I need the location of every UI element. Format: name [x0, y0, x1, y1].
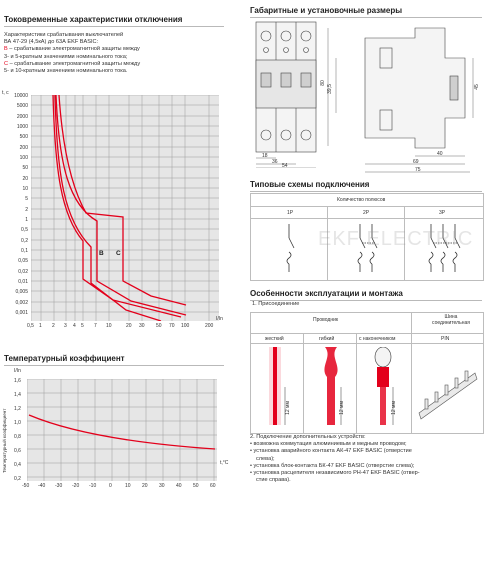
temp-x-tick: -10: [89, 483, 97, 489]
dim-18: 18: [262, 153, 268, 159]
feature-bullet-text: возможна коммутация алюминиевым и медным проводом;: [253, 441, 407, 448]
ferrule-wire-icon: [371, 347, 401, 427]
desc-line-5-text: – срабатывание электромагнитной защиты между: [8, 60, 141, 67]
col-pin: PIN: [441, 336, 450, 342]
desc-marker-b: B: [4, 46, 8, 53]
trip-x-tick: 7: [94, 323, 97, 329]
trip-y-tick: 5000: [16, 103, 28, 109]
trip-y-tick: 0,002: [15, 300, 28, 306]
trip-description: [4, 32, 140, 75]
dim-36: 36: [272, 159, 278, 165]
temp-title-rule: [4, 365, 224, 366]
scheme-1p-icon: [281, 224, 297, 274]
feature-bullet: • возможна коммутация алюминиевым и медным проводом;: [250, 441, 407, 448]
trip-y-tick: 0,005: [15, 289, 28, 295]
desc-line-4: 3- и 5-кратным значениями номинального тока;: [4, 53, 128, 60]
trip-y-tick: 20: [22, 176, 28, 182]
trip-y-tick: 2000: [16, 114, 28, 120]
temp-x-unit: t,°C: [220, 460, 229, 466]
dim-69: 69: [413, 159, 419, 165]
temp-y-tick: 1,2: [14, 406, 21, 412]
dim-80: 80: [319, 80, 326, 86]
temp-x-tick: -30: [55, 483, 63, 489]
desc-line-3: [4, 46, 140, 53]
trip-y-tick: 0,02: [18, 269, 28, 275]
temp-y-tick: 0,6: [14, 448, 21, 454]
trip-x-tick: 30: [139, 323, 145, 329]
mm-label-flexible: 12 мм: [338, 401, 345, 415]
temp-y-tick: 1,4: [14, 392, 21, 398]
schemes-header: Количество полюсов: [337, 197, 386, 203]
trip-y-tick: 100: [19, 155, 28, 161]
trip-x-tick: 5: [81, 323, 84, 329]
features-title: Особенности эксплуатации и монтажа: [250, 289, 403, 298]
temp-y-label-wrap: [2, 408, 10, 563]
trip-y-tick: 0,05: [18, 258, 28, 264]
trip-y-tick: 10: [22, 186, 28, 192]
trip-y-tick: 50: [22, 165, 28, 171]
temp-y-tick: 0,4: [14, 462, 21, 468]
trip-x-tick: 100: [181, 323, 190, 329]
schemes-title: Типовые схемы подключения: [250, 180, 370, 189]
trip-x-tick: 3: [64, 323, 67, 329]
dims-title: Габаритные и установочные размеры: [250, 6, 403, 15]
trip-y-tick: 0,01: [18, 279, 28, 285]
trip-x-unit: I/In: [216, 316, 223, 322]
trip-y-tick: 2: [25, 207, 28, 213]
busbar-header: Шина соединительная: [432, 314, 470, 326]
dim-39-5: 39,5: [326, 84, 333, 94]
conductor-header: Проводник: [313, 317, 339, 323]
temp-y-tick: 0,8: [14, 434, 21, 440]
trip-y-tick: 500: [19, 134, 28, 140]
side-view-drawing: [345, 18, 480, 178]
temp-y-tick: 1,0: [14, 420, 21, 426]
desc-line-6: 5- и 10-кратным значением номинального тока.: [4, 68, 128, 75]
desc-line-2: ВА 47-29 (4,5кА) до 63А EKF BASIC:: [4, 39, 99, 46]
temp-x-tick: 30: [159, 483, 165, 489]
temp-x-tick: 20: [142, 483, 148, 489]
temp-x-tick: -50: [22, 483, 30, 489]
watermark-text: EKF ELECTRIC: [318, 228, 474, 250]
curve-label-c: C: [116, 250, 121, 257]
trip-x-tick: 2: [52, 323, 55, 329]
dim-45: 45: [473, 84, 480, 90]
pole-1p: 1P: [287, 210, 294, 216]
feature-item-1: 1. Присоединение: [252, 301, 300, 307]
mm-label-ferrule: 12 мм: [390, 401, 397, 415]
pin-busbar-icon: [417, 353, 479, 423]
trip-x-tick: 10: [106, 323, 112, 329]
trip-chart: [0, 90, 230, 340]
col-flexible: гибкий: [319, 336, 335, 342]
temp-title: Температурный коэффициент: [4, 354, 125, 363]
trip-x-tick: 50: [156, 323, 162, 329]
temp-y-tick: 0,2: [14, 476, 21, 482]
temp-x-ticks: [24, 483, 224, 491]
temp-y-unit: I/In: [14, 368, 21, 374]
temp-x-tick: -40: [38, 483, 46, 489]
trip-y-tick: 0,001: [15, 310, 28, 316]
temp-x-tick: 60: [210, 483, 216, 489]
temp-chart-plot: [27, 379, 217, 481]
feature-bullet: • установка блок-контакта БК-47 EKF BASIC (отверстие слева);: [250, 462, 415, 469]
feature-bullet: • установка расцепителя независимого РН-47 EKF BASIC (отвер-: [250, 470, 420, 477]
trip-y-unit: t, с: [2, 90, 9, 96]
trip-title-rule: [4, 26, 224, 27]
connection-table: [250, 312, 484, 434]
pole-2p: 2P: [363, 210, 370, 216]
temp-x-tick: 40: [176, 483, 182, 489]
feature-bullet-cont: слева);: [256, 455, 275, 462]
dim-54: 54: [282, 163, 288, 168]
feature-item-2: 2. Подключение дополнительных устройств:: [250, 434, 366, 440]
trip-title: Токовременные характеристики отключения: [4, 15, 183, 24]
trip-y-tick: 10000: [14, 93, 28, 99]
feature-bullet-text: установка расцепителя независимого РН-47 EKF BASIC (отвер-: [253, 470, 420, 477]
trip-y-tick: 1000: [16, 124, 28, 130]
trip-y-tick: 0,1: [21, 248, 28, 254]
desc-line-5: [4, 61, 140, 68]
col-ferrule: с наконечником: [359, 336, 396, 342]
trip-x-tick: 20: [126, 323, 132, 329]
trip-x-tick: 4: [73, 323, 76, 329]
trip-y-ticks: [0, 90, 30, 330]
feature-bullet-text: установка аварийного контакта АК-47 EKF BASIC (отверстие: [253, 448, 412, 455]
trip-x-tick: 1: [39, 323, 42, 329]
feature-bullet-cont: стие справа).: [256, 477, 291, 484]
feature-bullet-text: установка блок-контакта БК-47 EKF BASIC (отверстие слева);: [253, 462, 415, 469]
temp-x-tick: 0: [109, 483, 112, 489]
feature-item-2-block: [250, 434, 420, 484]
temp-x-tick: -20: [72, 483, 80, 489]
trip-chart-plot: [31, 95, 219, 321]
trip-x-tick: 70: [169, 323, 175, 329]
trip-x-ticks: [27, 323, 231, 331]
trip-y-tick: 5: [25, 196, 28, 202]
trip-y-tick: 200: [19, 145, 28, 151]
trip-y-tick: 0,5: [21, 227, 28, 233]
temp-x-tick: 10: [125, 483, 131, 489]
temp-y-tick: 1,6: [14, 378, 21, 384]
temp-chart: [0, 368, 230, 493]
trip-y-tick: 0,2: [21, 238, 28, 244]
temp-y-label: Температурный коэффициент: [2, 408, 7, 473]
curve-label-b: B: [99, 250, 104, 257]
trip-y-tick: 1: [25, 217, 28, 223]
mm-label-rigid: 12 мм: [284, 401, 291, 415]
trip-x-tick: 200: [205, 323, 214, 329]
desc-line-3-text: – срабатывание электромагнитной защиты между: [7, 46, 140, 53]
desc-marker-c: C: [4, 60, 9, 67]
rigid-wire-icon: [265, 347, 295, 427]
desc-line-1: Характеристики срабатывания выключателей: [4, 32, 124, 38]
dim-40: 40: [437, 151, 443, 157]
col-rigid: жесткий: [265, 336, 284, 342]
trip-x-tick: 0,5: [27, 323, 34, 329]
pole-3p: 3P: [439, 210, 446, 216]
dim-75: 75: [415, 167, 421, 173]
temp-x-tick: 50: [193, 483, 199, 489]
feature-bullet: • установка аварийного контакта АК-47 EKF BASIC (отверстие: [250, 448, 412, 455]
flexible-wire-icon: [319, 347, 349, 427]
schemes-title-rule: [250, 191, 482, 192]
